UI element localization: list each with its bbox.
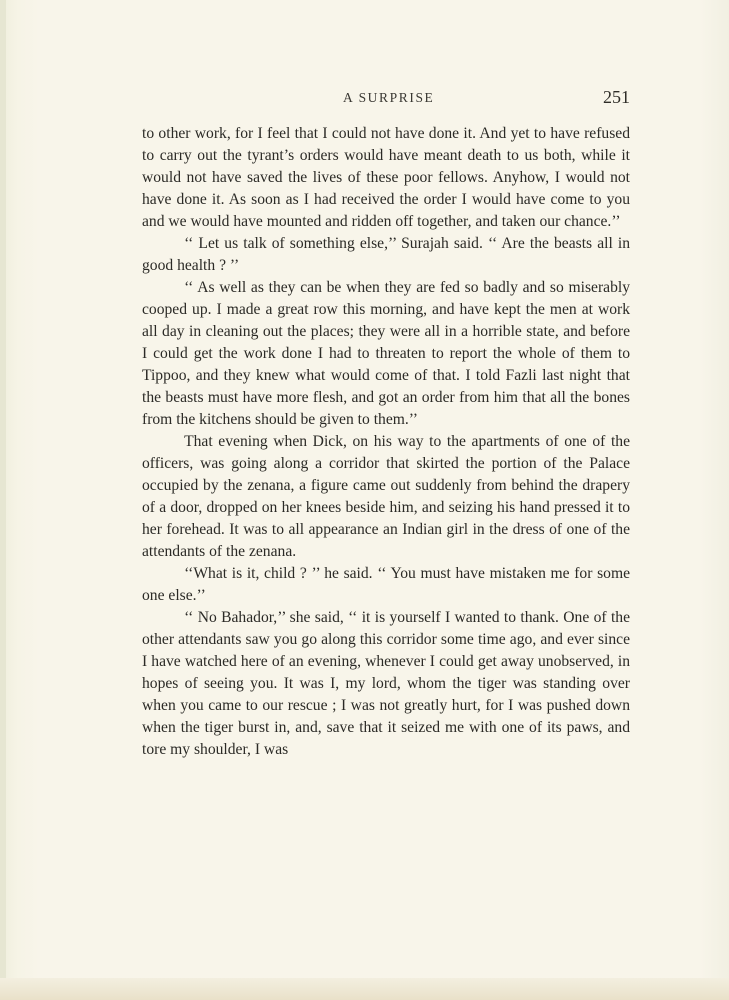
paragraph: ‘‘What is it, child ? ’’ he said. ‘‘ You must have mistaken me for some one else.’’ — [142, 565, 630, 604]
paragraph: That evening when Dick, on his way to the apartments of one of the officers, was going along a corridor that skirted the portion of the Palace occupied by the zenana, a figure came out suddenly from behind the drapery of a door, dropped on her knees beside him, and seizing his hand pressed it to her forehead. It was to all appearance an Indian girl in the dress of one of the attendants of the zenana. — [142, 433, 630, 560]
page-left-edge — [0, 0, 6, 1000]
page-number: 251 — [603, 87, 630, 107]
page-bottom-band — [0, 978, 729, 1000]
paragraph: ‘‘ As well as they can be when they are fed so badly and so miserably cooped up. I made a great row this morning, and have kept the men at work all day in cleaning out the places; they were all in a horrible state, and before I could get the work done I had to threaten to report the whole of them to Tippoo, and they knew what would come of that. I told Fazli last night that the beasts must have more flesh, and got an order from him that all the bones from the kitchens should be given to them.’’ — [142, 279, 630, 428]
paragraph-continued: to other work, for I feel that I could not have done it. And yet to have refused to carry out the tyrant’s orders would have meant death to us both, while it would not have saved the lives of these poor fellows. Anyhow, I would not have done it. As soon as I had received the order I would have come to you and we would have mounted and ridden off together, and taken our chance.’’ — [142, 125, 630, 230]
running-header — [142, 87, 630, 109]
body-text — [142, 123, 630, 761]
chapter-title: A SURPRISE — [343, 90, 435, 105]
paragraph: ‘‘ No Bahador,’’ she said, ‘‘ it is yourself I wanted to thank. One of the other attendants saw you go along this corridor some time ago, and ever since I have watched here of an evening, whenever I could get away unobserved, in hopes of seeing you. It was I, my lord, whom the tiger was standing over when you came to our rescue ; I was not greatly hurt, for I was pushed down when the tiger burst in, and, save that it seized me with one of its paws, and tore my shoulder, I was — [142, 609, 630, 758]
paragraph: ‘‘ Let us talk of something else,’’ Surajah said. ‘‘ Are the beasts all in good health ? ’’ — [142, 235, 630, 274]
